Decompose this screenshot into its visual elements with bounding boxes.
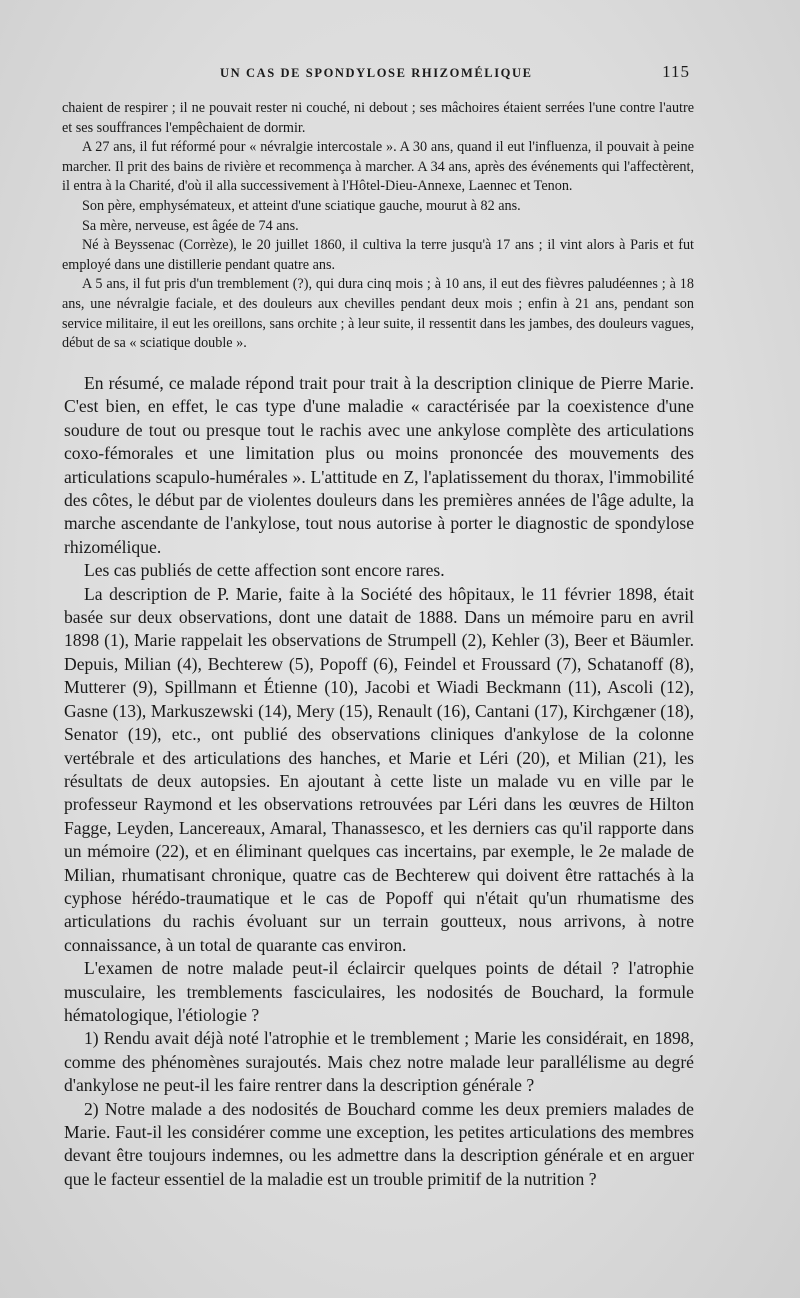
paragraph: A 5 ans, il fut pris d'un tremblement (?), qui dura cinq mois ; à 10 ans, il eut des fièvres paludéennes ; à 18 ans, une névralgie faciale, et des douleurs aux chevilles pendant deux mois ; enfin à 21 ans, pendant son service militaire, il eut les oreillons, sans orchite ; à leur suite, il ressentit dans les jambes, des douleurs vagues, début de sa « sciatique double ».: [62, 276, 694, 352]
paragraph: L'examen de notre malade peut-il éclaircir quelques points de détail ? l'atrophie musculaire, les tremblements fasciculaires, les nodosités de Bouchard, la formule hématologique, l'étiologie ?: [64, 958, 694, 1025]
case-history-block: [62, 99, 694, 354]
paragraph: 1) Rendu avait déjà noté l'atrophie et le tremblement ; Marie les considérait, en 1898, comme des phénomènes surajoutés. Mais chez notre malade leur parallélisme au degré d'ankylose ne peut-il les faire rentrer dans la description générale ?: [64, 1028, 694, 1096]
page-number: 115: [662, 62, 690, 81]
running-title: UN CAS DE SPONDYLOSE RHIZOMÉLIQUE: [220, 66, 533, 80]
paragraph: La description de P. Marie, faite à la Société des hôpitaux, le 11 février 1898, était basée sur deux observations, dont une datait de 1888. Dans un mémoire paru en avril 1898 (1), Marie rappelait les observations de Strumpell (2), Kehler (3), Beer et Bäumler. Depuis, Milian (4), Bechterew (5), Popoff (6), Feindel et Froussard (7), Schatanoff (8), Mutterer (9), Spillmann et Étienne (10), Jacobi et Wiadi Beckmann (11), Ascoli (12), Gasne (13), Markuszewski (14), Mery (15), Renault (16), Cantani (17), Kirchgæner (18), Senator (19), etc., ont publié des observations cliniques d'ankylose de la colonne vertébrale et des articulations des hanches, et Marie et Léri (20), et Milian (21), les résultats de deux autopsies. En ajoutant à cette liste un malade vu en ville par le professeur Raymond et les observations retrouvées par Léri dans les œuvres de Hilton Fagge, Leyden, Lancereaux, Amaral, Thanassesco, et les derniers cas qu'il rapporte dans un mémoire (22), et en éliminant quelques cas incertains, par exemple, le 2e malade de Milian, rhumatisant chronique, quatre cas de Bechterew qui doivent être rattachés à la cyphose hérédo-traumatique et le cas de Popoff qui n'était qu'un rhumatisme des articulations du rachis évoluant sur un terrain goutteux, nous arrivons, à notre connaissance, à un total de quarante cas environ.: [64, 583, 694, 955]
paragraph: A 27 ans, il fut réformé pour « névralgie intercostale ». A 30 ans, quand il eut l'influenza, il pouvait à peine marcher. Il prit des bains de rivière et recommença à marcher. A 34 ans, après des événements qui l'affectèrent, il entra à la Charité, d'où il alla successivement à l'Hôtel-Dieu-Annexe, Laennec et Tenon.: [62, 139, 694, 195]
paragraph: En résumé, ce malade répond trait pour trait à la description clinique de Pierre Marie. C'est bien, en effet, le cas type d'une maladie « caractérisée par la coexistence d'une soudure de tout ou presque tout le rachis avec une ankylose complète des articulations coxo-fémorales et une limitation plus ou moins prononcée des mouvements des articulations scapulo-humérales ». L'attitude en Z, l'aplatissement du thorax, l'immobilité des côtes, le début par de violentes douleurs dans les premières années de l'âge adulte, la marche ascendante de l'ankylose, tout nous autorise à porter le diagnostic de spondylose rhizomélique.: [64, 373, 694, 557]
paragraph: Né à Beyssenac (Corrèze), le 20 juillet 1860, il cultiva la terre jusqu'à 17 ans ; il vint alors à Paris et fut employé dans une distillerie pendant quatre ans.: [62, 237, 694, 273]
page-header: [60, 62, 690, 88]
paragraph: Les cas publiés de cette affection sont encore rares.: [84, 560, 445, 581]
discussion-block: [64, 372, 694, 1191]
paragraph: chaient de respirer ; il ne pouvait rester ni couché, ni debout ; ses mâchoires étaient serrées l'une contre l'autre et ses souffrances l'empêchaient de dormir.: [62, 100, 694, 136]
paragraph: 2) Notre malade a des nodosités de Bouchard comme les deux premiers malades de Marie. Faut-il les considérer comme une exception, les petites articulations des membres devant être toujours indemnes, ou les admettre dans la description générale et en arguer que le facteur essentiel de la maladie est un trouble primitif de la nutrition ?: [64, 1098, 694, 1189]
paragraph: Son père, emphysémateux, et atteint d'une sciatique gauche, mourut à 82 ans.: [82, 197, 521, 214]
paragraph: Sa mère, nerveuse, est âgée de 74 ans.: [82, 217, 299, 234]
